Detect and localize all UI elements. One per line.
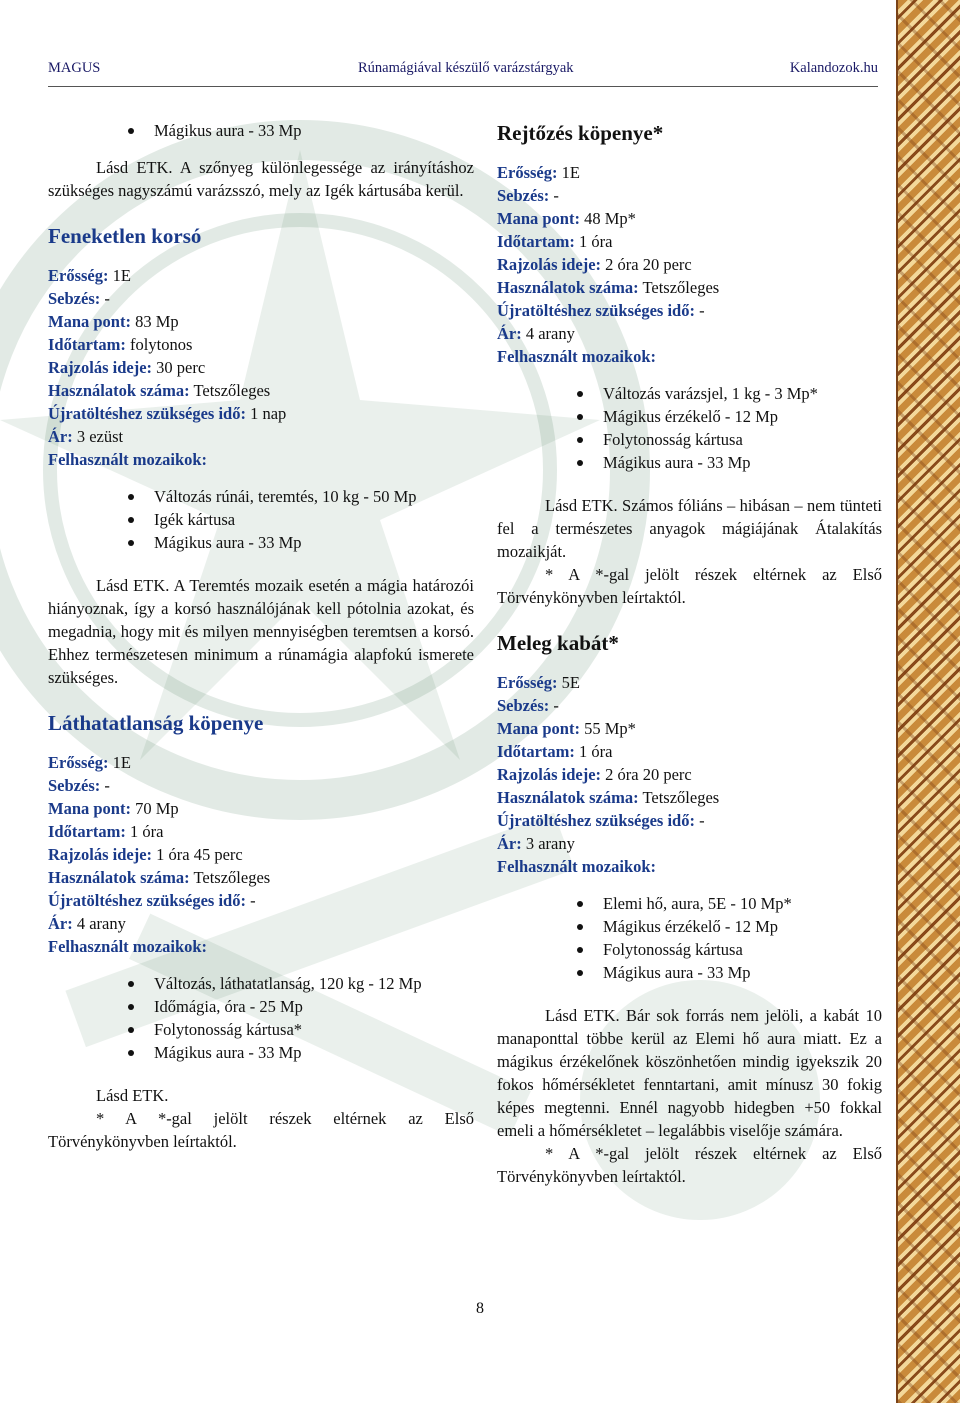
list-item: Folytonosság kártusa (497, 938, 882, 961)
strength-field: Erősség: 1E (497, 163, 580, 182)
duration-field: Időtartam: 1 óra (497, 742, 613, 761)
list-item: Folytonosság kártusa* (48, 1018, 474, 1041)
strength-field: Erősség: 1E (48, 266, 131, 285)
duration-field: Időtartam: 1 óra (48, 822, 164, 841)
list-item: Időmágia, óra - 25 Mp (48, 995, 474, 1018)
strength-field: Erősség: 1E (48, 753, 131, 772)
mosaics-label: Felhasznált mozaikok: (497, 857, 657, 876)
list-item: Változás varázsjel, 1 kg - 3 Mp* (497, 382, 882, 405)
damage-field: Sebzés: - (497, 696, 559, 715)
recharge-field: Újratöltéshez szükséges idő: 1 nap (48, 404, 287, 423)
mana-field: Mana pont: 83 Mp (48, 312, 179, 331)
list-item: Mágikus aura - 33 Mp (48, 119, 474, 142)
price-field: Ár: 4 arany (48, 914, 126, 933)
korso-mosaic-list (48, 485, 474, 554)
list-item: Mágikus érzékelő - 12 Mp (497, 405, 882, 428)
header-right: Kalandozok.hu (789, 60, 878, 76)
mosaics-label: Felhasznált mozaikok: (48, 937, 208, 956)
decorative-border (896, 0, 960, 1403)
draw-time-field: Rajzolás ideje: 30 perc (48, 358, 206, 377)
mana-field: Mana pont: 55 Mp* (497, 719, 636, 738)
asterisk-note: * A *-gal jelölt részek eltérnek az Első Törvénykönyvben leírtaktól. (497, 565, 882, 607)
page-number: 8 (476, 1300, 484, 1317)
right-column (497, 119, 882, 1188)
list-item: Mágikus érzékelő - 12 Mp (497, 915, 882, 938)
section-title-lathatatlansag: Láthatatlanság köpenye (48, 711, 264, 735)
recharge-field: Újratöltéshez szükséges idő: - (497, 811, 705, 830)
section-title-kabat: Meleg kabát* (497, 631, 619, 655)
draw-time-field: Rajzolás ideje: 2 óra 20 perc (497, 255, 692, 274)
list-item: Elemi hő, aura, 5E - 10 Mp* (497, 892, 882, 915)
list-item: Változás rúnái, teremtés, 10 kg - 50 Mp (48, 485, 474, 508)
rejtozes-note: Lásd ETK. Számos fóliáns – hibásan – nem tünteti fel a természetes anyagok mágiájának Átalakítás mozaikját. (497, 496, 882, 561)
strength-field: Erősség: 5E (497, 673, 580, 692)
damage-field: Sebzés: - (48, 289, 110, 308)
carpet-note: Lásd ETK. A szőnyeg különlegessége az irányításhoz szükséges nagyszámú varázsszó, mely az Igék kártusába kerül. (48, 158, 474, 200)
section-title-korso: Feneketlen korsó (48, 224, 202, 248)
recharge-field: Újratöltéshez szükséges idő: - (48, 891, 256, 910)
mana-field: Mana pont: 48 Mp* (497, 209, 636, 228)
damage-field: Sebzés: - (497, 186, 559, 205)
list-item: Változás, láthatatlanság, 120 kg - 12 Mp (48, 972, 474, 995)
uses-field: Használatok száma: Tetszőleges (48, 381, 271, 400)
price-field: Ár: 4 arany (497, 324, 575, 343)
list-item: Folytonosság kártusa (497, 428, 882, 451)
section-title-rejtozes: Rejtőzés köpenye* (497, 121, 664, 145)
page-header (48, 60, 878, 82)
list-item: Mágikus aura - 33 Mp (48, 531, 474, 554)
header-left: MAGUS (48, 60, 101, 76)
top-bullet-list (48, 119, 474, 142)
header-divider (48, 86, 878, 87)
duration-field: Időtartam: 1 óra (497, 232, 613, 251)
price-field: Ár: 3 arany (497, 834, 575, 853)
duration-field: Időtartam: folytonos (48, 335, 193, 354)
draw-time-field: Rajzolás ideje: 1 óra 45 perc (48, 845, 243, 864)
list-item: Igék kártusa (48, 508, 474, 531)
rejtozes-mosaic-list (497, 382, 882, 474)
header-title: Rúnamágiával készülő varázstárgyak (358, 60, 574, 76)
kabat-note: Lásd ETK. Bár sok forrás nem jelöli, a kabát 10 manaponttal többe kerül az Elemi hő aura miatt. Ez a mágikus érzékelőnek köszönhetően mindig igyekszik 20 fokos hőmérsékletet fenntartani, amit mínusz 30 fokig képes megtenni. Ennél nagyobb hidegben +50 fokkal emeli a hőmérsékletet – legalábbis viselője számára. (497, 1006, 882, 1140)
draw-time-field: Rajzolás ideje: 2 óra 20 perc (497, 765, 692, 784)
asterisk-note: * A *-gal jelölt részek eltérnek az Első Törvénykönyvben leírtaktól. (48, 1109, 474, 1151)
recharge-field: Újratöltéshez szükséges idő: - (497, 301, 705, 320)
uses-field: Használatok száma: Tetszőleges (497, 278, 720, 297)
korso-note: Lásd ETK. A Teremtés mozaik esetén a mágia határozói hiányoznak, így a korsó használójának kell pótolnia azokat, és megadnia, hogy mit és milyen mennyiségben teremtsen a korsó. Ehhez természetesen minimum a rúnamágia alapfokú ismerete szükséges. (48, 576, 474, 687)
list-item: Mágikus aura - 33 Mp (48, 1041, 474, 1064)
list-item: Mágikus aura - 33 Mp (497, 451, 882, 474)
mana-field: Mana pont: 70 Mp (48, 799, 179, 818)
left-column (48, 119, 474, 1153)
uses-field: Használatok száma: Tetszőleges (497, 788, 720, 807)
kabat-mosaic-list (497, 892, 882, 984)
asterisk-note: * A *-gal jelölt részek eltérnek az Első Törvénykönyvben leírtaktól. (497, 1144, 882, 1186)
mosaics-label: Felhasznált mozaikok: (48, 450, 208, 469)
list-item: Mágikus aura - 33 Mp (497, 961, 882, 984)
mosaics-label: Felhasznált mozaikok: (497, 347, 657, 366)
lathatatlansag-note: Lásd ETK. (96, 1086, 169, 1105)
damage-field: Sebzés: - (48, 776, 110, 795)
uses-field: Használatok száma: Tetszőleges (48, 868, 271, 887)
price-field: Ár: 3 ezüst (48, 427, 124, 446)
lathatatlansag-mosaic-list (48, 972, 474, 1064)
